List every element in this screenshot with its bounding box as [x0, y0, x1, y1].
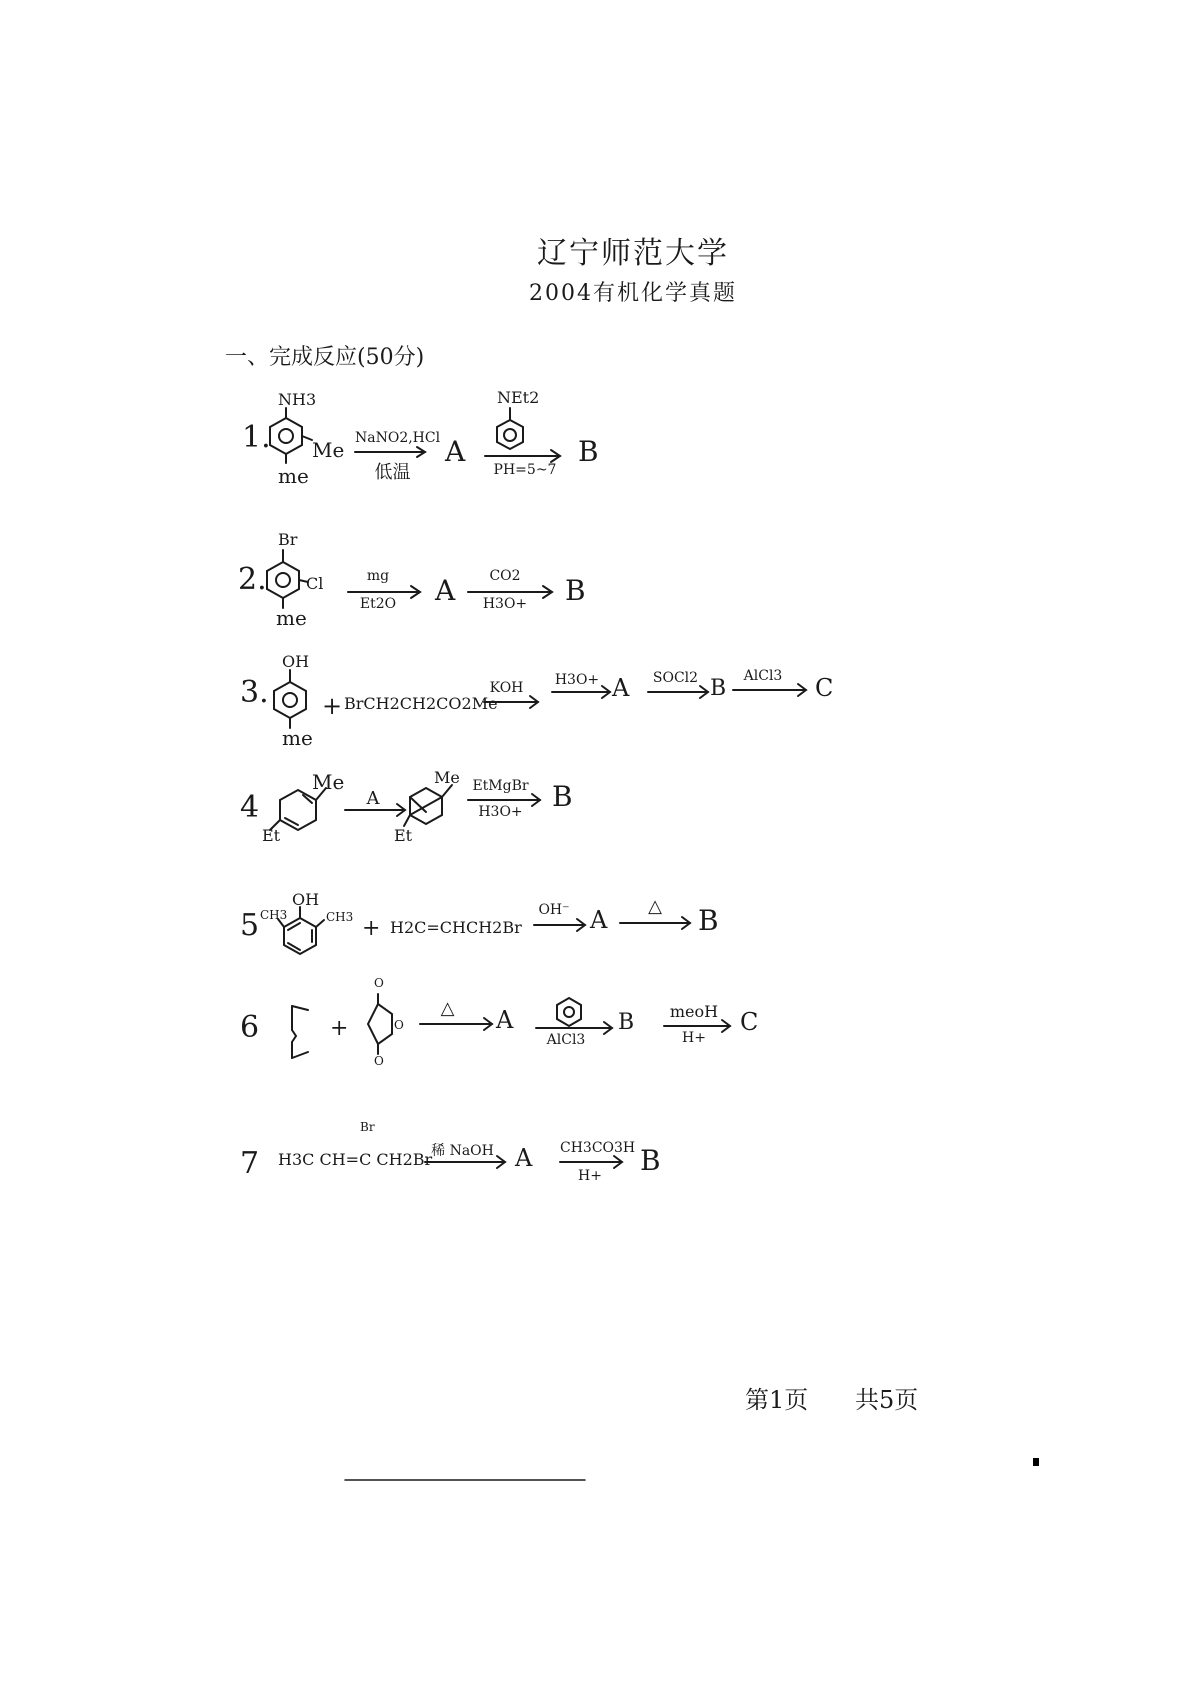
r4-arrow2-bottom: H3O+ — [478, 804, 523, 820]
r2-product-a: A — [435, 574, 456, 607]
r1-arrow1-bottom: 低温 — [374, 462, 411, 483]
r5-plus: + — [362, 916, 381, 941]
r3-arrow3-top: SOCl2 — [652, 670, 699, 686]
r1-sub-right: Me — [312, 438, 345, 462]
r6-arrow1-top: △ — [440, 998, 455, 1019]
r6-o-top: O — [374, 976, 384, 990]
r3-product-a: A — [612, 674, 630, 702]
r6-reagent-ring — [557, 998, 581, 1026]
r6-butadiene — [292, 1006, 296, 1058]
r7-arrow1-top: 稀 NaOH — [431, 1143, 494, 1159]
r5-product-a: A — [590, 906, 608, 934]
r5-number: 5 — [240, 908, 260, 943]
r7-arrow2-bottom: H+ — [578, 1168, 602, 1184]
r2-sub-bottom: me — [276, 606, 307, 630]
r5-reagent: H2C=CHCH2Br — [390, 918, 522, 937]
r4-number: 4 — [240, 790, 260, 825]
r7-arrow2-top: CH3CO3H — [560, 1140, 636, 1156]
r2-arrow1-bottom: Et2O — [359, 596, 397, 612]
r1-arrow1-top: NaNO2,HCl — [355, 430, 441, 446]
section-heading: 一、完成反应(50分) — [225, 345, 425, 370]
r2-sub-top: Br — [278, 530, 298, 549]
r4-sub-et: Et — [262, 826, 281, 845]
r2-arrow1-top: mg — [366, 568, 390, 584]
scan-mark — [1033, 1458, 1039, 1466]
r6-product-b: B — [618, 1010, 635, 1035]
r3-product-c: C — [815, 674, 834, 702]
r4-int-me: Me — [434, 768, 460, 787]
r1-reagent-ring — [497, 420, 523, 449]
r1-number: 1. — [242, 420, 271, 455]
r2-product-b: B — [565, 574, 586, 607]
page-total: 共5页 — [855, 1386, 919, 1414]
r3-benzene-ring — [274, 682, 306, 718]
r1-product-a: A — [445, 435, 466, 468]
r4-product-b: B — [552, 780, 573, 813]
r3-plus: + — [322, 692, 343, 720]
r6-o-bottom: O — [374, 1054, 384, 1068]
r5-product-b: B — [698, 904, 719, 937]
r2-arrow2-top: CO2 — [489, 568, 521, 584]
r4-arrow2-top: EtMgBr — [472, 778, 529, 794]
r6-product-c: C — [740, 1008, 759, 1036]
r7-product-b: B — [640, 1144, 661, 1177]
r2-arrow2-bottom: H3O+ — [482, 596, 528, 612]
r3-reagent: BrCH2CH2CO2Me — [344, 694, 498, 713]
r2-sub-right: Cl — [306, 574, 324, 593]
r3-product-b: B — [710, 676, 727, 701]
r4-int-et: Et — [394, 826, 413, 845]
r5-sub-oh: OH — [292, 890, 320, 909]
r6-anhydride-ring — [368, 1004, 392, 1044]
r7-reactant: H3C CH=C CH2Br — [278, 1150, 433, 1169]
r3-arrow1-top: KOH — [489, 680, 524, 696]
r5-sub-right: CH3 — [326, 910, 354, 924]
r3-sub-top: OH — [282, 652, 310, 671]
r6-plus: + — [330, 1016, 349, 1041]
r6-number: 6 — [240, 1010, 260, 1045]
r7-br-top: Br — [360, 1120, 375, 1134]
r3-sub-bottom: me — [282, 726, 313, 750]
page-number: 第1页 — [745, 1386, 809, 1414]
r1-sub-top: NH3 — [278, 390, 317, 409]
exam-subtitle: 2004有机化学真题 — [529, 281, 737, 306]
r1-product-b: B — [578, 435, 599, 468]
r3-arrow2-top: H3O+ — [554, 672, 600, 688]
r5-arrow1-top: OH⁻ — [538, 902, 570, 918]
r5-sub-left: CH3 — [260, 908, 288, 922]
r2-benzene-ring — [267, 562, 299, 598]
r6-arrow3-bottom: H+ — [682, 1030, 706, 1046]
r3-number: 3. — [240, 675, 269, 710]
r6-arrow3-top: meoH — [669, 1002, 719, 1021]
r3-arrow4-top: AlCl3 — [743, 668, 783, 684]
r4-sub-me: Me — [312, 770, 345, 794]
exam-title: 辽宁师范大学 — [537, 236, 729, 271]
r1-reagent: NEt2 — [497, 388, 540, 407]
r6-product-a: A — [496, 1006, 514, 1034]
r1-sub-bottom: me — [278, 464, 309, 488]
r2-number: 2. — [238, 562, 267, 597]
r7-number: 7 — [240, 1146, 260, 1181]
r7-product-a: A — [515, 1144, 533, 1172]
r1-aromatic-circle — [279, 429, 293, 443]
r1-benzene-ring — [270, 418, 302, 454]
r5-arrow2-top: △ — [648, 896, 662, 917]
r6-o-ring: O — [394, 1018, 404, 1032]
r6-arrow2-bottom: AlCl3 — [546, 1032, 586, 1048]
r1-arrow2-bottom: PH=5~7 — [493, 462, 557, 478]
r4-arrow1-top: A — [366, 788, 380, 809]
